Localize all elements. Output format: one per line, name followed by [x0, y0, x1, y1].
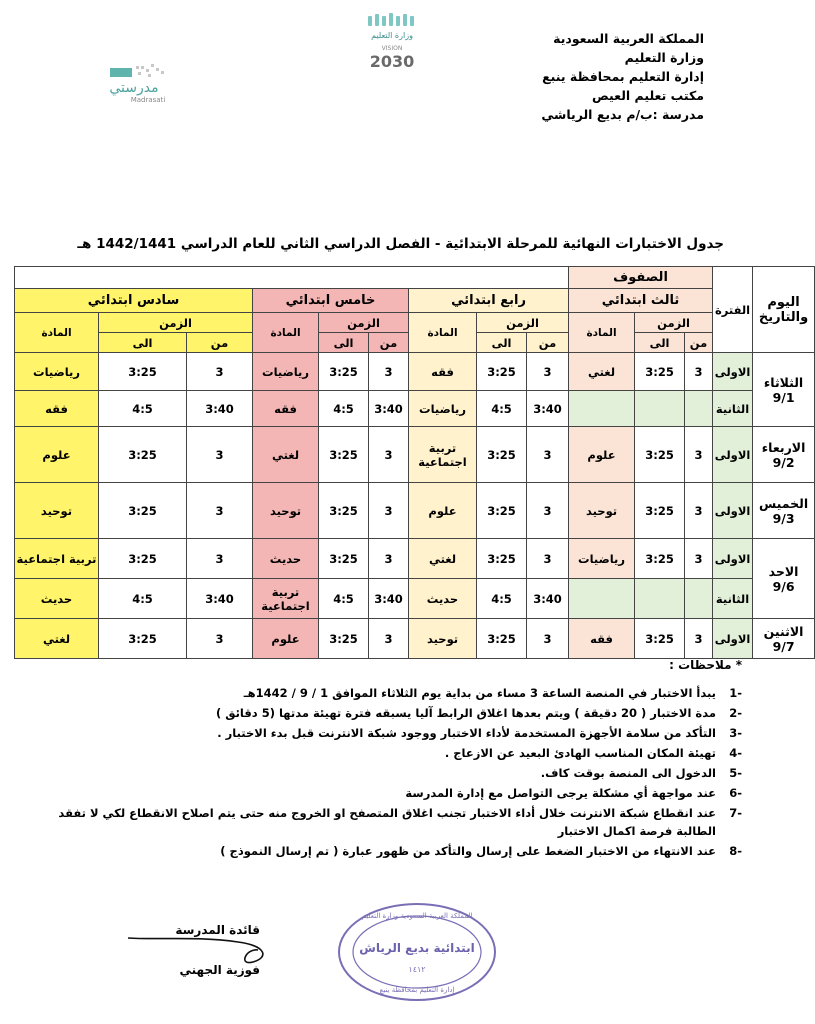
exam-date: 9/1: [772, 389, 795, 405]
time-from-cell: 3: [685, 619, 713, 659]
time-from-cell: 3: [685, 353, 713, 391]
subject-cell: توحيد: [253, 483, 319, 539]
to-header: الى: [635, 333, 685, 353]
time-from-cell: 3:40: [527, 391, 569, 427]
note-item: [42, 804, 742, 840]
day-name: الاثنين: [763, 623, 804, 639]
time-from-cell: 3: [369, 353, 409, 391]
note-text: عند انقطاع شبكة الانترنت خلال أداء الاختبار تجنب اغلاق المتصفح او الخروج منه حتى يتم اصلاح الانقطاع لكي لا تفقد الطالبة فرصة اكمال الاختبار: [58, 806, 716, 838]
letterhead: [404, 29, 704, 124]
subject-cell: لغتي: [253, 427, 319, 483]
time-from-cell: 3:40: [187, 579, 253, 619]
note-number: -8: [729, 844, 742, 858]
table-row: [15, 353, 815, 391]
note-number: -4: [729, 746, 742, 760]
time-from-cell: 3: [527, 619, 569, 659]
stamp-code: ١٤١٢: [408, 965, 426, 974]
time-to-cell: [635, 579, 685, 619]
time-to-cell: 4:5: [477, 391, 527, 427]
period-cell: الاولى: [713, 353, 753, 391]
header-day-date: اليوم والتاريخ: [753, 267, 815, 353]
to-header: الى: [477, 333, 527, 353]
subject-cell: رياضيات: [253, 353, 319, 391]
time-header: الزمن: [477, 313, 569, 333]
header-period: الفترة: [713, 267, 753, 353]
exam-date: 9/2: [772, 454, 795, 470]
subject-cell: تربية اجتماعية: [253, 579, 319, 619]
header-grades: الصفوف: [569, 267, 713, 289]
time-from-cell: 3: [369, 427, 409, 483]
note-item: [42, 784, 742, 802]
time-to-cell: 3:25: [319, 539, 369, 579]
subject-cell: تربية اجتماعية: [409, 427, 477, 483]
stamp-school-name: ابتدائية بديع الرياش: [359, 941, 475, 955]
time-to-cell: [635, 391, 685, 427]
time-header: الزمن: [99, 313, 253, 333]
from-header: من: [187, 333, 253, 353]
time-from-cell: [685, 579, 713, 619]
vision-label: VISION: [381, 45, 403, 52]
subject-cell: فقه: [15, 391, 99, 427]
madrasati-latin: Madrasati: [130, 96, 166, 104]
time-from-cell: 3: [685, 427, 713, 483]
note-item: [42, 764, 742, 782]
header-line: مدرسة :ب/م بديع الرياشي: [541, 107, 704, 122]
header-line: مكتب تعليم العيص: [592, 88, 704, 103]
time-to-cell: 3:25: [477, 539, 527, 579]
time-from-cell: 3: [527, 483, 569, 539]
time-to-cell: 4:5: [99, 391, 187, 427]
stamp-outer-text: المملكة العربية السعودية وزارة التعليم: [361, 912, 473, 920]
time-to-cell: 3:25: [635, 427, 685, 483]
note-text: التأكد من سلامة الأجهزة المستخدمة لأداء الاختبار ووجود شبكة الانترنت قبل بدء الاختبار .: [217, 726, 716, 740]
madrasati-arabic: مدرستي: [109, 80, 159, 96]
table-row: [15, 483, 815, 539]
time-from-cell: 3: [685, 539, 713, 579]
time-to-cell: 3:25: [319, 483, 369, 539]
subject-header: المادة: [253, 313, 319, 353]
subject-cell: لغتي: [15, 619, 99, 659]
time-from-cell: 3: [187, 427, 253, 483]
time-to-cell: 3:25: [635, 619, 685, 659]
exam-schedule-table: [14, 266, 815, 659]
time-to-cell: 3:25: [477, 483, 527, 539]
vision-year: 2030: [369, 52, 415, 71]
subject-header: المادة: [569, 313, 635, 353]
stamp-graphic: [336, 900, 498, 1004]
subject-cell: رياضيات: [569, 539, 635, 579]
subject-cell: توحيد: [569, 483, 635, 539]
day-name: الاحد: [768, 563, 799, 579]
from-header: من: [527, 333, 569, 353]
subject-cell: علوم: [569, 427, 635, 483]
note-text: يبدأ الاختبار في المنصة الساعة 3 مساء من بداية يوم الثلاثاء الموافق 1 / 9 / 1442هـ: [243, 686, 716, 700]
time-from-cell: 3: [685, 483, 713, 539]
note-text: الدخول الى المنصة بوقت كاف.: [540, 766, 716, 780]
time-from-cell: 3: [369, 539, 409, 579]
note-number: -2: [729, 706, 742, 720]
note-item: [42, 704, 742, 722]
to-header: الى: [99, 333, 187, 353]
subject-header: المادة: [15, 313, 99, 353]
day-name: الثلاثاء: [763, 374, 804, 390]
schedule-title: جدول الاختبارات النهائية للمرحلة الابتدائية - الفصل الدراسي الثاني للعام الدراسي 1442/1441 هـ: [77, 236, 724, 252]
exam-date: 9/6: [772, 578, 795, 594]
subject-cell: رياضيات: [15, 353, 99, 391]
grade-3-header: ثالث ابتدائي: [569, 289, 713, 313]
time-from-cell: 3:40: [369, 579, 409, 619]
subject-cell: علوم: [409, 483, 477, 539]
principal-title: قائدة المدرسة: [175, 923, 260, 937]
grade-4-header: رابع ابتدائي: [409, 289, 569, 313]
day-date-cell: [753, 483, 815, 539]
time-to-cell: 3:25: [99, 619, 187, 659]
time-header: الزمن: [635, 313, 713, 333]
time-from-cell: 3:40: [527, 579, 569, 619]
period-cell: الثانية: [713, 391, 753, 427]
period-cell: الاولى: [713, 539, 753, 579]
stamp-bottom-text: إدارة التعليم بمحافظة ينبع: [379, 986, 455, 994]
from-header: من: [369, 333, 409, 353]
subject-cell: لغتي: [409, 539, 477, 579]
time-from-cell: 3: [187, 483, 253, 539]
note-number: -7: [729, 806, 742, 820]
time-to-cell: 3:25: [635, 539, 685, 579]
table-row: [15, 427, 815, 483]
note-item: [42, 744, 742, 762]
note-item: [42, 724, 742, 742]
time-from-cell: [685, 391, 713, 427]
period-cell: الاولى: [713, 427, 753, 483]
time-to-cell: 3:25: [99, 353, 187, 391]
day-name: الاربعاء: [761, 439, 806, 455]
subject-cell: علوم: [15, 427, 99, 483]
table-row: [15, 539, 815, 579]
madrasati-logo: [88, 56, 188, 106]
ministry-logo-name: وزارة التعليم: [371, 31, 413, 40]
time-to-cell: 3:25: [319, 427, 369, 483]
time-from-cell: 3: [187, 619, 253, 659]
subject-cell: فقه: [253, 391, 319, 427]
time-from-cell: 3: [369, 483, 409, 539]
principal-name: فوزية الجهني: [179, 963, 260, 977]
time-to-cell: 4:5: [99, 579, 187, 619]
note-text: تهيئة المكان المناسب الهادئ البعيد عن الازعاج .: [444, 746, 716, 760]
to-header: الى: [319, 333, 369, 353]
signature-scribble: [118, 918, 278, 978]
time-from-cell: 3: [527, 539, 569, 579]
header-line: المملكة العربية السعودية: [553, 31, 704, 46]
subject-cell: فقه: [569, 619, 635, 659]
period-cell: الاولى: [713, 619, 753, 659]
time-to-cell: 3:25: [99, 539, 187, 579]
grade-6-header: سادس ابتدائي: [15, 289, 253, 313]
note-number: -1: [729, 686, 742, 700]
time-from-cell: 3: [527, 353, 569, 391]
day-date-cell: [753, 353, 815, 427]
day-name: الخميس: [758, 495, 809, 511]
subject-cell: توحيد: [409, 619, 477, 659]
subject-cell: لغتي: [569, 353, 635, 391]
school-stamp: [336, 900, 498, 1004]
day-date-cell: [753, 539, 815, 619]
header-line: وزارة التعليم: [624, 50, 704, 65]
note-text: مدة الاختبار ( 20 دقيقة ) ويتم بعدها اغلاق الرابط آليا يسبقه فترة تهيئة مدتها (5 دقائق ): [215, 706, 716, 720]
note-text: عند مواجهة أي مشكلة يرجى التواصل مع إدارة المدرسة: [405, 786, 716, 800]
time-to-cell: 3:25: [319, 619, 369, 659]
madrasati-logo-graphic: [88, 56, 188, 106]
day-date-cell: [753, 427, 815, 483]
notes-list: [42, 684, 742, 862]
exam-date: 9/7: [772, 638, 795, 654]
time-header: الزمن: [319, 313, 409, 333]
subject-cell: [569, 391, 635, 427]
time-from-cell: 3: [187, 539, 253, 579]
time-to-cell: 3:25: [635, 353, 685, 391]
time-to-cell: 3:25: [477, 427, 527, 483]
grade-5-header: خامس ابتدائي: [253, 289, 409, 313]
time-to-cell: 3:25: [99, 483, 187, 539]
note-item: [42, 842, 742, 860]
exam-date: 9/3: [772, 510, 795, 526]
table-row: [15, 391, 815, 427]
subject-cell: علوم: [253, 619, 319, 659]
time-to-cell: 3:25: [635, 483, 685, 539]
subject-cell: توحيد: [15, 483, 99, 539]
subject-cell: رياضيات: [409, 391, 477, 427]
subject-cell: تربية اجتماعية: [15, 539, 99, 579]
note-number: -6: [729, 786, 742, 800]
table-row: [15, 579, 815, 619]
time-to-cell: 4:5: [477, 579, 527, 619]
time-to-cell: 3:25: [99, 427, 187, 483]
period-cell: الثانية: [713, 579, 753, 619]
header-line: إدارة التعليم بمحافظة ينبع: [542, 69, 704, 84]
note-number: -5: [729, 766, 742, 780]
period-cell: الاولى: [713, 483, 753, 539]
time-to-cell: 4:5: [319, 579, 369, 619]
day-date-cell: [753, 619, 815, 659]
note-text: عند الانتهاء من الاختبار الضغط على إرسال والتأكد من ظهور عبارة ( تم إرسال النموذج ): [220, 844, 716, 858]
time-to-cell: 3:25: [477, 619, 527, 659]
subject-cell: فقه: [409, 353, 477, 391]
time-to-cell: 3:25: [477, 353, 527, 391]
subject-cell: حديث: [409, 579, 477, 619]
time-from-cell: 3: [369, 619, 409, 659]
table-row: [15, 619, 815, 659]
from-header: من: [685, 333, 713, 353]
subject-header: المادة: [409, 313, 477, 353]
time-from-cell: 3: [527, 427, 569, 483]
time-from-cell: 3:40: [187, 391, 253, 427]
time-to-cell: 3:25: [319, 353, 369, 391]
time-from-cell: 3: [187, 353, 253, 391]
header-blank: [15, 267, 569, 289]
note-number: -3: [729, 726, 742, 740]
subject-cell: [569, 579, 635, 619]
time-to-cell: 4:5: [319, 391, 369, 427]
subject-cell: حديث: [15, 579, 99, 619]
subject-cell: حديث: [253, 539, 319, 579]
time-from-cell: 3:40: [369, 391, 409, 427]
notes-heading: * ملاحظات :: [669, 658, 742, 672]
note-item: [42, 684, 742, 702]
